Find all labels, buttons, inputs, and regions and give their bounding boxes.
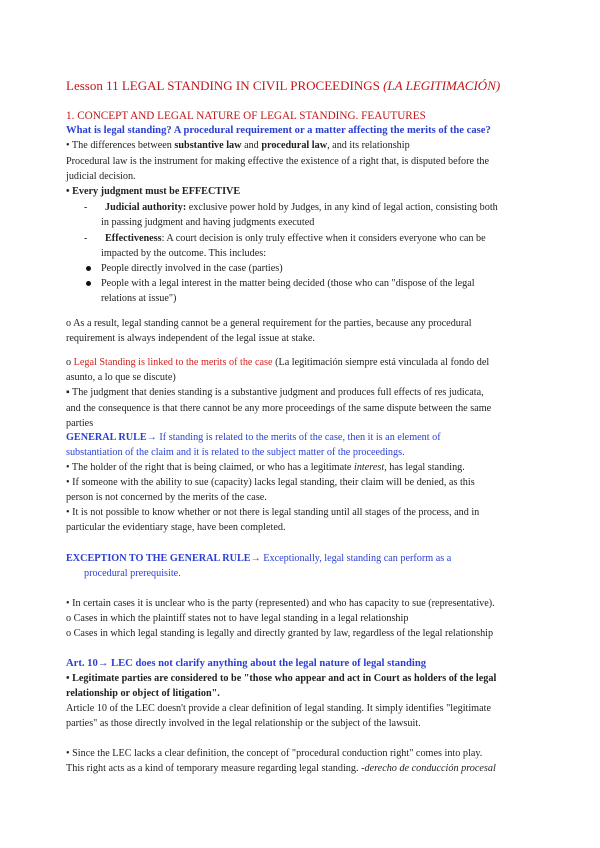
exception-case-2: o Cases in which the plaintiff states not to have legal standing in a legal relationship [66, 613, 409, 624]
judicial-authority-label: Judicial authority: [105, 202, 187, 213]
bullet-dot [86, 281, 91, 286]
art10-bold-line-1: • Legitimate parties are considered to be "those who appear and act in Court as holders of the legal [66, 673, 497, 684]
judicial-authority-line-2: in passing judgment and having judgments executed [101, 217, 315, 228]
exception-line-1 [66, 552, 451, 565]
result-line-2: requirement is always independent of the legal issue at stake. [66, 333, 315, 344]
conduction-line-2 [66, 762, 496, 775]
section-heading: 1. CONCEPT AND LEGAL NATURE OF LEGAL STANDING. FEAUTURES [66, 110, 426, 122]
judicial-authority-line-1 [105, 201, 498, 214]
exception-line-2: procedural prerequisite. [84, 568, 181, 579]
general-rule-text: → If standing is related to the merits of the case, then it is an element of [146, 432, 441, 443]
lesson-title-spanish: (LA LEGITIMACIÓN) [383, 78, 501, 93]
effectiveness-line-1 [105, 232, 486, 245]
linked-line-1 [66, 356, 489, 369]
conduction-line-1: • Since the LEC lacks a clear definition, the concept of "procedural conduction right" comes into play. [66, 748, 483, 759]
holder-suffix: , has legal standing. [384, 462, 465, 473]
judgment-line-1: ▪ The judgment that denies standing is a substantive judgment and produces full effects of res judicata, [66, 387, 484, 398]
procedural-law: procedural law [261, 140, 328, 151]
bullet-parties: People directly involved in the case (parties) [101, 263, 283, 274]
judgment-line-3: parties [66, 418, 94, 429]
effectiveness-line-2: impacted by the outcome. This includes: [101, 248, 267, 259]
lesson-title [66, 79, 500, 92]
ability-line-2: person is not concerned by the merits of the case. [66, 492, 267, 503]
general-rule-label: GENERAL RULE [66, 432, 147, 443]
dash-marker: - [84, 202, 88, 213]
exception-label: EXCEPTION TO THE GENERAL RULE [66, 553, 251, 564]
bullet-legal-interest-line-1: People with a legal interest in the matter being decided (those who can "dispose of the legal [101, 278, 475, 289]
effective-heading: • Every judgment must be EFFECTIVE [66, 186, 241, 197]
holder-line [66, 461, 465, 474]
conduction-spanish: derecho de conducción procesal [364, 763, 496, 774]
exception-case-3: o Cases in which legal standing is legally and directly granted by law, regardless of the legal relationship [66, 628, 494, 639]
differences-prefix: • The differences between [66, 140, 175, 151]
art10-para-line-1: Article 10 of the LEC doesn't provide a clear definition of legal standing. It simply identifies "legitimate [66, 703, 491, 714]
art10-bold-line-2: relationship or object of litigation". [66, 688, 220, 699]
effectiveness-label: Effectiveness [105, 233, 162, 244]
linked-line-2: asunto, a lo que se discute) [66, 372, 176, 383]
general-rule-line-1 [66, 431, 441, 444]
linked-prefix: o [66, 357, 74, 368]
section-question: What is legal standing? A procedural requirement or a matter affecting the merits of the case? [66, 125, 491, 136]
dash-marker: - [84, 233, 88, 244]
judicial-authority-text: exclusive power hold by Judges, in any kind of legal action, consisting both [186, 202, 498, 213]
linked-rest: (La legitimación siempre está vinculada al fondo del [272, 357, 490, 368]
bullet-legal-interest-line-2: relations at issue") [101, 293, 177, 304]
bullet-dot [86, 266, 91, 271]
judgment-line-2: and the consequence is that there cannot be any more proceedings of the same dispute between the same [66, 403, 492, 414]
holder-prefix: • The holder of the right that is being claimed, or who has a legitimate [66, 462, 354, 473]
exception-case-1: • In certain cases it is unclear who is the party (represented) and who has capacity to sue (representative). [66, 598, 495, 609]
exception-text: → Exceptionally, legal standing can perform as a [250, 553, 452, 564]
conduction-prefix: This right acts as a kind of temporary measure regarding legal standing. - [66, 763, 365, 774]
lesson-title-main: Lesson 11 LEGAL STANDING IN CIVIL PROCEEDINGS [66, 78, 380, 93]
result-line-1: o As a result, legal standing cannot be a general requirement for the parties, because any procedural [66, 318, 472, 329]
art10-heading: Art. 10→ LEC does not clarify anything about the legal nature of legal standing [66, 658, 427, 669]
differences-line [66, 139, 410, 152]
procedural-law-line-1: Procedural law is the instrument for making effective the existence of a right that, is disputed before the [66, 156, 490, 167]
effectiveness-text: : A court decision is only truly effective when it considers everyone who can be [161, 233, 486, 244]
know-line-2: particular the evidentiary stage, have been completed. [66, 522, 286, 533]
holder-interest: interest [354, 462, 385, 473]
linked-red-text: Legal Standing is linked to the merits of the case [73, 357, 273, 368]
differences-and: and [241, 140, 262, 151]
know-line-1: • It is not possible to know whether or not there is legal standing until all stages of the process, and in [66, 507, 480, 518]
substantive-law: substantive law [174, 140, 242, 151]
general-rule-line-2: substantiation of the claim and it is related to the subject matter of the proceedings. [66, 447, 405, 458]
art10-para-line-2: parties" as those directly involved in the legal relationship or the subject of the lawsuit. [66, 718, 421, 729]
differences-suffix: , and its relationship [327, 140, 410, 151]
procedural-law-line-2: judicial decision. [66, 171, 136, 182]
ability-line-1: • If someone with the ability to sue (capacity) lacks legal standing, their claim will be denied, as this [66, 477, 475, 488]
